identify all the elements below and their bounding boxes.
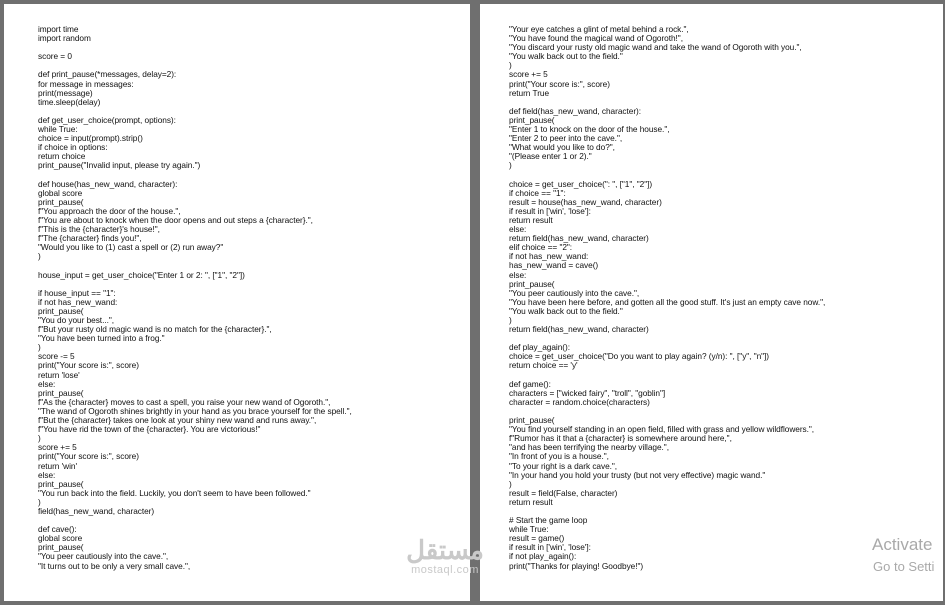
code-line: "You walk back out to the field." bbox=[509, 51, 623, 62]
code-line: else: bbox=[38, 378, 56, 389]
code-line: def field(has_new_wand, character): bbox=[509, 105, 641, 116]
code-line: score -= 5 bbox=[38, 351, 75, 362]
code-line: return choice bbox=[38, 151, 86, 162]
code-line: characters = ["wicked fairy", "troll", "goblin"] bbox=[509, 387, 666, 398]
code-line: result = house(has_new_wand, character) bbox=[509, 196, 662, 207]
code-line: "You find yourself standing in an open field, filled with grass and yellow wildflowers.", bbox=[509, 424, 815, 435]
code-line: f"This is the {character}'s house!", bbox=[38, 224, 160, 235]
code-line: f"As the {character} moves to cast a spell, you raise your new wand of Ogoroth.", bbox=[38, 396, 331, 407]
code-line: ) bbox=[509, 60, 512, 71]
activate-windows-subtitle: Go to Setti bbox=[873, 559, 935, 574]
code-line: print_pause( bbox=[38, 305, 84, 316]
code-line: import random bbox=[38, 33, 91, 44]
code-line: if not has_new_wand: bbox=[509, 251, 589, 262]
activate-windows-title: Activate bbox=[872, 535, 933, 554]
code-line: return result bbox=[509, 214, 553, 225]
code-line: "You discard your rusty old magic wand and take the wand of Ogoroth with you.", bbox=[509, 42, 802, 53]
code-line: def game(): bbox=[509, 378, 551, 389]
code-line: choice = get_user_choice("Do you want to play again? (y/n): ", ["y", "n"]) bbox=[509, 351, 770, 362]
code-line: f"You are about to knock when the door opens and out steps a {character}.", bbox=[38, 214, 313, 225]
code-line: if choice == "1": bbox=[509, 187, 566, 198]
code-line bbox=[38, 43, 470, 52]
code-line: ) bbox=[38, 251, 41, 262]
code-line: "Your eye catches a glint of metal behind a rock.", bbox=[509, 24, 689, 34]
code-line: return field(has_new_wand, character) bbox=[509, 324, 649, 335]
code-line: "In your hand you hold your trusty (but not very effective) magic wand." bbox=[509, 469, 766, 480]
code-line: score += 5 bbox=[38, 442, 77, 453]
code-line: elif choice == "2": bbox=[509, 242, 573, 253]
code-line: print("Your score is:", score) bbox=[509, 78, 610, 89]
code-line: if not has_new_wand: bbox=[38, 296, 118, 307]
watermark-latin-text: mostaql.com bbox=[411, 564, 479, 576]
code-line: return 'win' bbox=[38, 460, 77, 471]
code-line bbox=[509, 407, 943, 416]
code-line: choice = get_user_choice(": ", ["1", "2"]) bbox=[509, 178, 653, 189]
code-line: "You peer cautiously into the cave.", bbox=[38, 551, 169, 562]
code-line: f"The {character} finds you!", bbox=[38, 233, 142, 244]
code-line: choice = input(prompt).strip() bbox=[38, 133, 143, 144]
code-line: score = 0 bbox=[38, 51, 72, 62]
code-line: return field(has_new_wand, character) bbox=[509, 233, 649, 244]
code-line: def get_user_choice(prompt, options): bbox=[38, 114, 176, 125]
code-line: while True: bbox=[38, 124, 78, 135]
code-line: "Enter 1 to knock on the door of the house.", bbox=[509, 124, 670, 135]
document-page-left bbox=[4, 4, 470, 601]
code-line: print_pause( bbox=[509, 114, 555, 125]
code-line: def cave(): bbox=[38, 524, 77, 535]
code-line: "In front of you is a house.", bbox=[509, 451, 609, 462]
code-line: "You have been here before, and gotten all the good stuff. It's just an empty cave now.", bbox=[509, 296, 826, 307]
code-line: result = field(False, character) bbox=[509, 487, 618, 498]
code-line: if result in ['win', 'lose']: bbox=[509, 205, 591, 216]
code-line: if house_input == "1": bbox=[38, 287, 116, 298]
code-line: return choice == 'y' bbox=[509, 360, 578, 371]
code-line: return True bbox=[509, 87, 550, 98]
code-line: ) bbox=[509, 160, 512, 171]
code-line: print_pause( bbox=[509, 415, 555, 426]
code-line: character = random.choice(characters) bbox=[509, 396, 650, 407]
code-line: "You run back into the field. Luckily, you don't seem to have been followed." bbox=[38, 487, 311, 498]
code-line: import time bbox=[38, 24, 79, 34]
code-line: has_new_wand = cave() bbox=[509, 260, 599, 271]
code-line: "(Please enter 1 or 2)." bbox=[509, 151, 592, 162]
code-line: print("Your score is:", score) bbox=[38, 451, 139, 462]
code-line: def house(has_new_wand, character): bbox=[38, 178, 178, 189]
code-line: if choice in options: bbox=[38, 142, 108, 153]
code-line: ) bbox=[38, 433, 41, 444]
document-page-right bbox=[480, 4, 943, 601]
code-line bbox=[509, 371, 943, 380]
code-line: ) bbox=[509, 478, 512, 489]
code-line: def play_again(): bbox=[509, 342, 570, 353]
code-line: print_pause( bbox=[38, 478, 84, 489]
code-line: else: bbox=[38, 469, 56, 480]
code-line: "It turns out to be only a very small cave.", bbox=[38, 560, 191, 571]
code-line: field(has_new_wand, character) bbox=[38, 505, 155, 516]
code-line bbox=[509, 334, 943, 343]
code-line: print_pause( bbox=[38, 542, 84, 553]
code-line: "You peer cautiously into the cave.", bbox=[509, 287, 640, 298]
code-line: else: bbox=[509, 269, 527, 280]
code-line: ) bbox=[38, 496, 41, 507]
watermark-arabic-text: مستقل bbox=[406, 535, 484, 565]
code-line: "You do your best...", bbox=[38, 315, 114, 325]
code-line: def print_pause(*messages, delay=2): bbox=[38, 69, 177, 80]
code-line: time.sleep(delay) bbox=[38, 96, 101, 107]
code-line: "To your right is a dark cave.", bbox=[509, 460, 618, 471]
code-line: print("Thanks for playing! Goodbye!") bbox=[509, 560, 644, 571]
code-line: house_input = get_user_choice("Enter 1 or 2: ", ["1", "2"]) bbox=[38, 269, 245, 280]
code-line: global score bbox=[38, 187, 83, 198]
code-line: "Enter 2 to peer into the cave.", bbox=[509, 133, 623, 144]
code-line: score += 5 bbox=[509, 69, 548, 80]
code-line: f"You approach the door of the house.", bbox=[38, 205, 181, 216]
code-line: f"But the {character} takes one look at your shiny new wand and runs away.", bbox=[38, 415, 317, 426]
code-line: for message in messages: bbox=[38, 78, 134, 89]
code-line: "You have been turned into a frog." bbox=[38, 333, 165, 344]
code-line: print(message) bbox=[38, 87, 93, 98]
code-line: f"You have rid the town of the {character}. You are victorious!" bbox=[38, 424, 261, 435]
code-line: # Start the game loop bbox=[509, 515, 588, 526]
code-line: "You have found the magical wand of Ogoroth!", bbox=[509, 33, 683, 44]
code-line: print_pause( bbox=[509, 278, 555, 289]
mostaql-watermark bbox=[405, 536, 485, 576]
code-line: else: bbox=[509, 224, 527, 235]
code-line: f"Rumor has it that a {character} is somewhere around here,", bbox=[509, 433, 732, 444]
code-line: return 'lose' bbox=[38, 369, 80, 380]
code-line: if not play_again(): bbox=[509, 551, 577, 562]
code-line: result = game() bbox=[509, 533, 565, 544]
code-line: print_pause("Invalid input, please try again.") bbox=[38, 160, 201, 171]
code-line: global score bbox=[38, 533, 83, 544]
code-line: "Would you like to (1) cast a spell or (2) run away?" bbox=[38, 242, 224, 253]
code-line: f"But your rusty old magic wand is no match for the {character}.", bbox=[38, 324, 272, 335]
code-line: print_pause( bbox=[38, 196, 84, 207]
code-line: "The wand of Ogoroth shines brightly in your hand as you brace yourself for the spell.", bbox=[38, 405, 352, 416]
code-line: print_pause( bbox=[38, 387, 84, 398]
code-line: return result bbox=[509, 496, 553, 507]
code-line: "and has been terrifying the nearby village.", bbox=[509, 442, 669, 453]
code-line: ) bbox=[509, 315, 512, 325]
code-line: if result in ['win', 'lose']: bbox=[509, 542, 591, 553]
code-line: print("Your score is:", score) bbox=[38, 360, 139, 371]
code-line bbox=[38, 516, 470, 525]
code-line: ) bbox=[38, 342, 41, 353]
code-line: while True: bbox=[509, 524, 549, 535]
code-line: "You walk back out to the field." bbox=[509, 305, 623, 316]
code-line: "What would you like to do?", bbox=[509, 142, 615, 153]
